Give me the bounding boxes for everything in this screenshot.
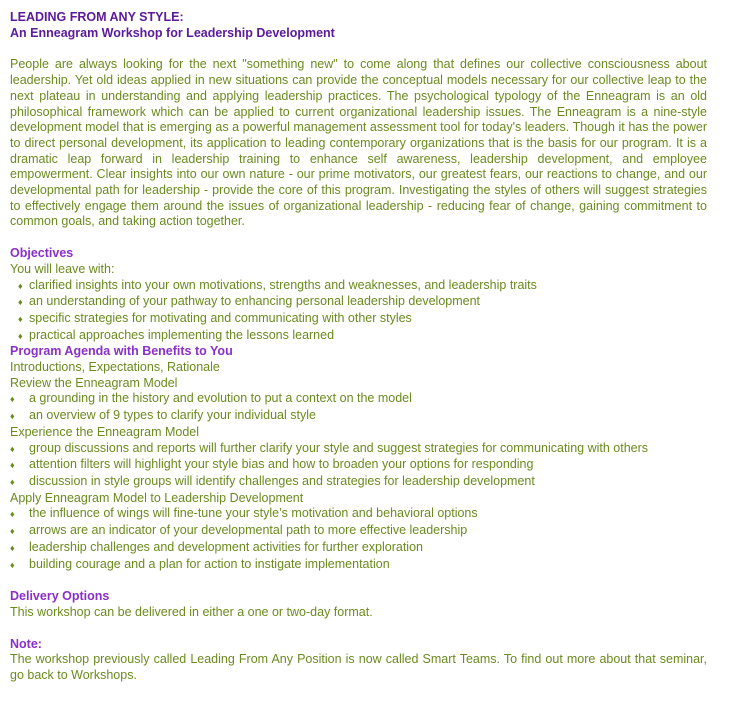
agenda-section-title: Review the Enneagram Model [10, 375, 178, 390]
page-title [10, 10, 707, 41]
objectives-list [10, 278, 707, 345]
diamond-bullet-icon: ♦ [10, 394, 15, 405]
agenda-heading: Program Agenda with Benefits to You [10, 344, 233, 359]
intro-paragraph: People are always looking for the next "something new" to come along that defines our collective consciousness about leadership. Yet old ideas applied in new situations can provide the conceptual models necessary for our collective leap to the next plateau in understanding and applying leadership practices. The psychological typology of the Enneagram is an old philosophical framework which can be applied to current organizational leadership issues. The Enneagram is a nine-style development model that is emerging as a powerful management assessment tool for today's leaders. Though it has the power to direct personal development, its application to leading contemporary organizations that is the basis for our program. It is a dramatic leap forward in leadership training to enhance self awareness, leadership development, and employee empowerment. Clear insights into our own nature - our prime motivators, our greatest fears, our reactions to change, and our developmental path for leadership - provide the core of this program. Investigating the styles of others will suggest strategies to effectively engage them around the issues of organizational leadership - reducing fear of change, gaining commitment to common goals, and taking action together. [10, 57, 707, 229]
list-item: ♦ arrows are an indicator of your developmental path to more effective leadership [10, 523, 707, 540]
agenda-list-experience [10, 441, 707, 491]
list-item: ♦ clarified insights into your own motivations, strengths and weaknesses, and leadership traits [10, 278, 707, 295]
title-line-2: An Enneagram Workshop for Leadership Development [10, 25, 335, 40]
diamond-bullet-icon: ♦ [10, 542, 15, 553]
diamond-bullet-icon: ♦ [10, 559, 15, 570]
diamond-bullet-icon: ♦ [10, 411, 15, 422]
agenda-list-apply [10, 506, 707, 573]
list-item: ♦ a grounding in the history and evolution to put a context on the model [10, 391, 707, 408]
agenda-list-review [10, 391, 707, 424]
list-item: ♦ leadership challenges and development activities for further exploration [10, 540, 707, 557]
delivery-section [10, 589, 707, 620]
title-line-1: LEADING FROM ANY STYLE: [10, 10, 184, 24]
note-text: The workshop previously called Leading From Any Position is now called Smart Teams. To find out more about that seminar, go back to Workshops. [10, 652, 707, 683]
list-item: ♦ building courage and a plan for action to instigate implementation [10, 557, 707, 574]
agenda-section [10, 344, 707, 573]
note-section [10, 637, 707, 684]
diamond-bullet-icon: ♦ [10, 509, 15, 520]
note-heading: Note: [10, 636, 42, 651]
diamond-bullet-icon: ♦ [18, 297, 23, 308]
objectives-heading: Objectives [10, 246, 74, 261]
list-item: ♦ the influence of wings will fine-tune your style’s motivation and behavioral options [10, 506, 707, 523]
delivery-heading: Delivery Options [10, 589, 110, 604]
diamond-bullet-icon: ♦ [18, 280, 23, 291]
list-item: ♦ attention filters will highlight your style bias and how to broaden your options for responding [10, 457, 707, 474]
diamond-bullet-icon: ♦ [18, 330, 23, 341]
objectives-lead: You will leave with: [10, 261, 115, 276]
diamond-bullet-icon: ♦ [10, 476, 15, 487]
list-item: ♦ group discussions and reports will further clarify your style and suggest strategies for communicating with others [10, 441, 707, 458]
list-item: ♦ an understanding of your pathway to enhancing personal leadership development [10, 294, 707, 311]
list-item: ♦ an overview of 9 types to clarify your individual style [10, 408, 707, 425]
diamond-bullet-icon: ♦ [10, 526, 15, 537]
diamond-bullet-icon: ♦ [10, 460, 15, 471]
agenda-section-title: Apply Enneagram Model to Leadership Development [10, 490, 304, 505]
list-item: ♦ discussion in style groups will identify challenges and strategies for leadership development [10, 474, 707, 491]
list-item: ♦ specific strategies for motivating and communicating with other styles [10, 311, 707, 328]
objectives-section [10, 246, 707, 344]
list-item: ♦ practical approaches implementing the lessons learned [10, 328, 707, 345]
page-content [10, 10, 707, 684]
delivery-text: This workshop can be delivered in either a one or two-day format. [10, 604, 373, 619]
diamond-bullet-icon: ♦ [10, 443, 15, 454]
diamond-bullet-icon: ♦ [18, 313, 23, 324]
agenda-intro-line: Introductions, Expectations, Rationale [10, 360, 220, 375]
agenda-section-title: Experience the Enneagram Model [10, 424, 200, 439]
